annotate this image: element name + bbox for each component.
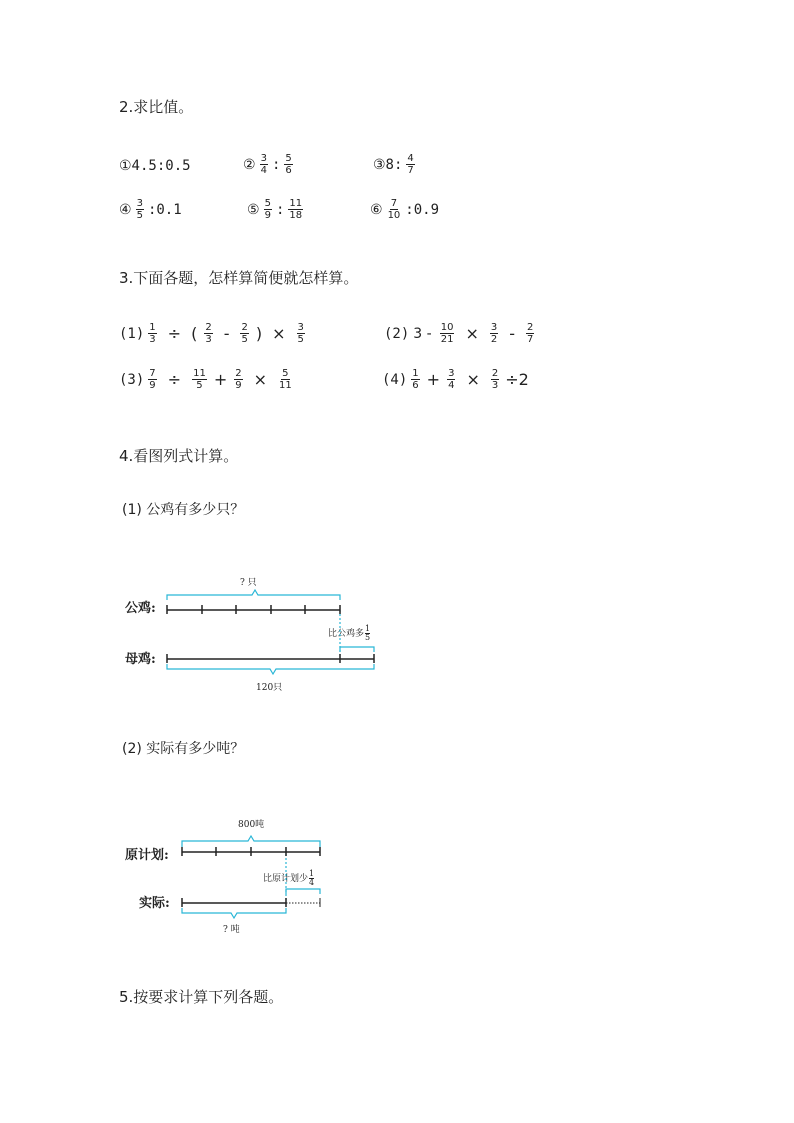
diagram1-note: 比公鸡多 $\frac{1}{5}$ xyxy=(328,624,371,642)
times-sign: × xyxy=(465,324,479,343)
fraction: $\frac{4}{7}$ xyxy=(407,153,414,176)
diagram1-row2-label: 母鸡: xyxy=(125,652,156,667)
q2-item-5 xyxy=(247,198,307,221)
times-sign: × xyxy=(272,324,286,343)
diagram1-top-label: ? 只 xyxy=(240,578,257,588)
q2-item-6-rest: :0.9 xyxy=(405,201,440,218)
q2-item-3-label: ③8: xyxy=(373,156,403,173)
fraction: $\frac{2}{3}$ xyxy=(205,322,212,345)
times-sign: × xyxy=(466,370,480,389)
fraction: $\frac{10}{21}$ xyxy=(440,322,454,345)
q4-sub2: (2) 实际有多少吨？ xyxy=(122,741,245,757)
fraction: $\frac{2}{9}$ xyxy=(235,368,242,391)
brace-small xyxy=(286,889,320,894)
minus-sign: - xyxy=(223,324,230,343)
fraction: $\frac{1}{6}$ xyxy=(412,368,419,391)
fraction: $\frac{2}{5}$ xyxy=(241,322,248,345)
diagram2-row2-label: 实际: xyxy=(139,896,170,911)
fraction: $\frac{5}{9}$ xyxy=(264,198,271,221)
fraction: $\frac{7}{9}$ xyxy=(149,368,156,391)
fraction: $\frac{11}{18}$ xyxy=(289,198,303,221)
q2-item-2-label: ② xyxy=(243,156,256,173)
q2-item-1-text: ①4.5:0.5 xyxy=(119,158,191,174)
fraction: $\frac{7}{10}$ xyxy=(387,198,401,221)
minus-sign: - xyxy=(509,324,516,343)
fraction: $\frac{3}{2}$ xyxy=(490,322,498,345)
diagram1-bottom-label: 120只 xyxy=(256,683,283,693)
ratio-sign: : xyxy=(275,201,285,218)
fraction: $\frac{1}{3}$ xyxy=(149,322,156,345)
fraction: $\frac{5}{6}$ xyxy=(285,153,292,176)
fraction: $\frac{3}{5}$ xyxy=(136,198,143,221)
q4-title: 4.看图列式计算。 xyxy=(119,447,239,465)
q2-item-5-label: ⑤ xyxy=(247,201,260,218)
q5-title: 5.按要求计算下列各题。 xyxy=(119,988,284,1006)
problem-label: (4) xyxy=(382,371,408,388)
times-sign: × xyxy=(253,370,267,389)
divide-two: ÷2 xyxy=(505,370,529,389)
fraction: $\frac{5}{11}$ xyxy=(279,368,292,391)
brace-top xyxy=(167,590,340,600)
divide-sign: ÷ xyxy=(167,324,182,343)
diagram2-top-label: 800吨 xyxy=(238,820,265,830)
paren-close: ) xyxy=(255,324,263,343)
q3-title: 3.下面各题，怎样算简便就怎样算。 xyxy=(119,269,359,287)
divide-sign: ÷ xyxy=(167,370,182,389)
q2-item-4 xyxy=(119,198,182,221)
plus-sign: + xyxy=(426,370,441,389)
ratio-sign: : xyxy=(271,156,281,173)
q2-item-4-rest: :0.1 xyxy=(147,201,182,218)
fraction: $\frac{3}{4}$ xyxy=(260,153,267,176)
diagram2-note: 比原计划少 $\frac{1}{4}$ xyxy=(263,869,315,887)
paren-open: ( xyxy=(191,324,198,343)
brace-small xyxy=(340,647,374,652)
brace-bottom xyxy=(167,664,374,674)
plus-sign: + xyxy=(213,370,228,389)
problem-label: (1) xyxy=(119,325,145,342)
diagram2-lines xyxy=(120,812,360,937)
fraction: $\frac{2}{3}$ xyxy=(491,368,499,391)
q2-item-1 xyxy=(119,158,191,174)
q3-problem-2 xyxy=(384,322,538,345)
q2-item-6 xyxy=(370,198,439,221)
problem-label: (2) xyxy=(384,325,410,342)
q3-problem-4 xyxy=(382,368,531,391)
diagram1-row1-label: 公鸡: xyxy=(125,601,156,616)
q2-item-2 xyxy=(243,153,297,176)
problem-label: (3) xyxy=(119,371,145,388)
fraction: $\frac{2}{7}$ xyxy=(527,322,534,345)
fraction: $\frac{3}{4}$ xyxy=(448,368,455,391)
q4-sub1: (1) 公鸡有多少只？ xyxy=(122,502,245,518)
diagram-rooster-hen xyxy=(120,570,400,695)
diagram2-row1-label: 原计划: xyxy=(125,848,169,863)
diagram1-lines xyxy=(120,570,400,695)
q2-item-6-label: ⑥ xyxy=(370,201,383,218)
q2-item-3 xyxy=(373,153,419,176)
diagram2-bottom-label: ? 吨 xyxy=(223,925,240,935)
three-minus: 3 - xyxy=(413,325,432,342)
brace-top xyxy=(182,836,320,847)
fraction: $\frac{3}{5}$ xyxy=(297,322,304,345)
fraction: $\frac{11}{5}$ xyxy=(193,368,206,391)
diagram-plan-actual xyxy=(120,812,360,937)
q3-problem-3 xyxy=(119,368,297,391)
brace-bottom xyxy=(182,908,286,918)
q2-item-4-label: ④ xyxy=(119,201,132,218)
q3-problem-1 xyxy=(119,322,309,345)
q2-title: 2.求比值。 xyxy=(119,98,194,116)
